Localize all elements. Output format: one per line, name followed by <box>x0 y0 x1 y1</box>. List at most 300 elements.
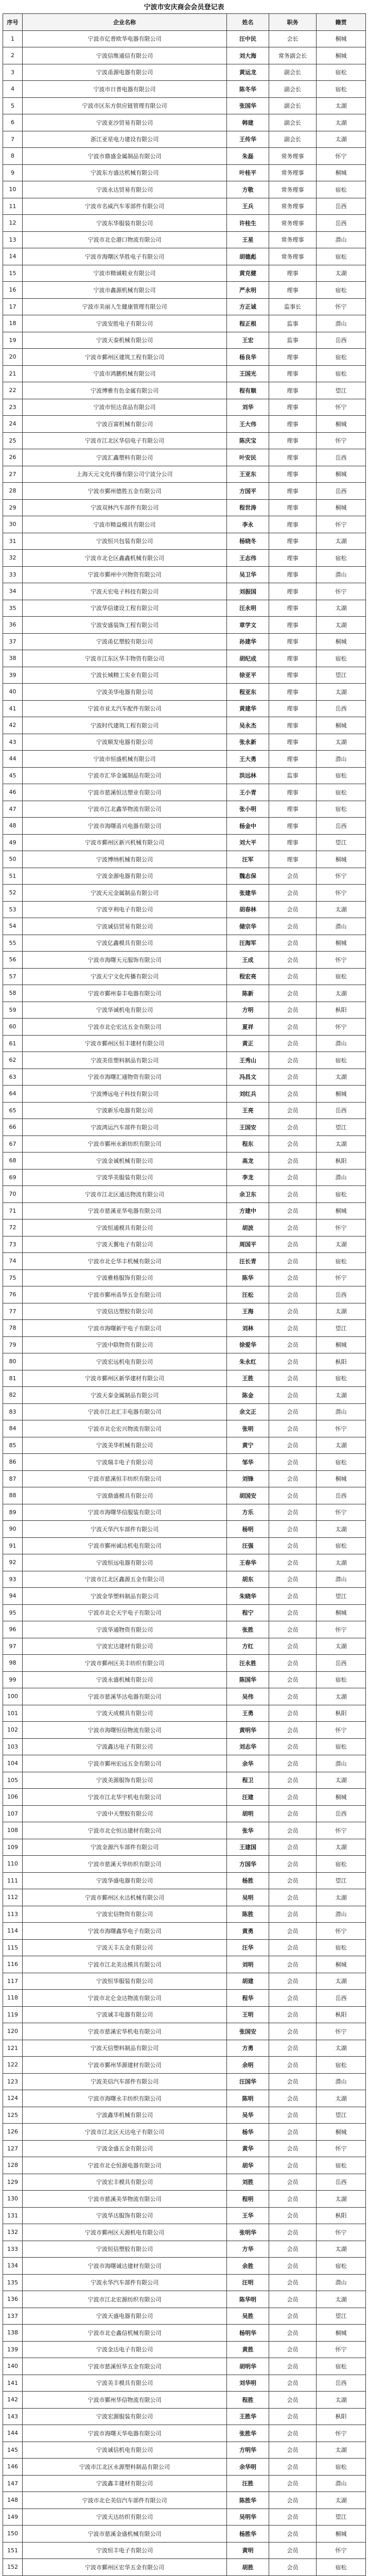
company-name: 宁波鼎盛模具有限公司 <box>23 1487 227 1504</box>
member-origin: 宿松 <box>317 1052 366 1069</box>
table-row <box>3 1705 366 1722</box>
member-role: 理事 <box>269 633 317 650</box>
row-index: 114 <box>3 1923 23 1940</box>
table-row <box>3 2358 366 2375</box>
member-role: 理事 <box>269 717 317 734</box>
member-role: 会员 <box>269 2174 317 2191</box>
table-row <box>3 2124 366 2141</box>
table-row <box>3 901 366 918</box>
member-name: 黄建华 <box>227 700 269 717</box>
company-name: 宁波中天塑胶有限公司 <box>23 1805 227 1822</box>
row-index: 100 <box>3 1688 23 1705</box>
member-origin: 宿松 <box>317 784 366 801</box>
member-origin: 太湖 <box>317 684 366 701</box>
column-header: 姓名 <box>227 14 269 31</box>
member-role: 会员 <box>269 2291 317 2308</box>
member-role: 会员 <box>269 1420 317 1437</box>
table-row <box>3 2241 366 2258</box>
row-index: 93 <box>3 1571 23 1588</box>
company-name: 宁波市精诚鞋业有限公司 <box>23 265 227 282</box>
company-name: 上海天元文化传播有限公司宁波分公司 <box>23 466 227 483</box>
member-name: 方勇 <box>227 2040 269 2057</box>
row-index: 97 <box>3 1638 23 1655</box>
company-name: 宁波市江北美达模具有限公司 <box>23 1956 227 1973</box>
row-index: 24 <box>3 416 23 433</box>
member-role: 会长 <box>269 30 317 47</box>
company-name: 宁波市鄞州区天源机电有限公司 <box>23 2224 227 2241</box>
table-row <box>3 298 366 315</box>
member-origin: 怀宁 <box>317 1019 366 1036</box>
member-origin: 潜山 <box>317 918 366 935</box>
member-origin: 望江 <box>317 2308 366 2325</box>
row-index: 3 <box>3 64 23 81</box>
member-origin: 潜山 <box>317 1035 366 1052</box>
member-origin: 宿松 <box>317 1454 366 1471</box>
table-row <box>3 2492 366 2509</box>
member-role: 常务副会长 <box>269 47 317 64</box>
company-name: 宁波华信建设工程有限公司 <box>23 600 227 617</box>
member-name: 方华 <box>227 2241 269 2258</box>
company-name: 宁波宏丰模具有限公司 <box>23 2174 227 2191</box>
company-name: 宁波美信汽车部件有限公司 <box>23 2073 227 2090</box>
row-index: 61 <box>3 1035 23 1052</box>
row-index: 150 <box>3 2526 23 2543</box>
member-role: 会员 <box>269 1320 317 1337</box>
company-name: 宁波天宁文化传播有限公司 <box>23 968 227 985</box>
row-index: 40 <box>3 684 23 701</box>
member-name: 汪中民 <box>227 30 269 47</box>
company-name: 宁波恒丰电子有限公司 <box>23 2542 227 2559</box>
row-index: 110 <box>3 1856 23 1873</box>
table-row <box>3 215 366 232</box>
member-origin: 岳西 <box>317 2375 366 2392</box>
member-name: 王秀山 <box>227 1052 269 1069</box>
member-name: 胡东 <box>227 1571 269 1588</box>
company-name: 宁波市海曙甬兴电器有限公司 <box>23 818 227 835</box>
company-name: 宁波百富机械有限公司 <box>23 416 227 433</box>
member-origin: 潜山 <box>317 1906 366 1923</box>
row-index: 82 <box>3 1387 23 1404</box>
row-index: 120 <box>3 2023 23 2040</box>
company-name: 宁波金源汽车部件有限公司 <box>23 1839 227 1856</box>
row-index: 79 <box>3 1336 23 1353</box>
company-name: 宁波天泰金属制品有限公司 <box>23 1387 227 1404</box>
company-name: 宁波市北仑美信汽车部件有限公司 <box>23 2492 227 2509</box>
company-name: 宁波市江北区通达物流有限公司 <box>23 1186 227 1203</box>
member-role: 会员 <box>269 1035 317 1052</box>
member-role: 会员 <box>269 1738 317 1755</box>
member-name: 张胜 <box>227 1621 269 1638</box>
member-origin: 宿松 <box>317 1856 366 1873</box>
row-index: 80 <box>3 1353 23 1370</box>
member-role: 会员 <box>269 2191 317 2208</box>
company-name: 宁波市慈溪亚华电器有限公司 <box>23 1202 227 1219</box>
table-row <box>3 700 366 717</box>
company-name: 宁波恒通模具有限公司 <box>23 1219 227 1236</box>
member-origin: 桐城 <box>317 164 366 181</box>
member-origin: 桐城 <box>317 2526 366 2543</box>
row-index: 39 <box>3 667 23 684</box>
member-name: 黄明华 <box>227 1722 269 1739</box>
member-origin: 宿松 <box>317 801 366 818</box>
member-origin: 怀宁 <box>317 2023 366 2040</box>
table-row <box>3 2157 366 2174</box>
row-index: 125 <box>3 2107 23 2124</box>
member-role: 理事 <box>269 650 317 667</box>
member-origin: 宿松 <box>317 1370 366 1387</box>
member-name: 张华 <box>227 1822 269 1839</box>
member-origin: 宿松 <box>317 2057 366 2074</box>
table-row <box>3 1973 366 1990</box>
table-row <box>3 416 366 433</box>
table-row <box>3 1872 366 1889</box>
company-name: 宁波天丰五金有限公司 <box>23 1939 227 1956</box>
member-origin: 宿松 <box>317 1186 366 1203</box>
member-role: 会员 <box>269 1655 317 1672</box>
member-origin: 桐城 <box>317 1604 366 1621</box>
member-role: 理事 <box>269 282 317 299</box>
member-table <box>3 13 366 2576</box>
row-index: 15 <box>3 265 23 282</box>
row-index: 78 <box>3 1320 23 1337</box>
member-name: 张胜华 <box>227 2425 269 2442</box>
company-name: 宁波市鄞州诚达机电有限公司 <box>23 1537 227 1554</box>
member-role: 理事 <box>269 600 317 617</box>
member-name: 方乐 <box>227 1504 269 1521</box>
member-origin: 桐城 <box>317 416 366 433</box>
member-role: 会员 <box>269 2526 317 2543</box>
member-role: 会员 <box>269 2375 317 2392</box>
member-role: 会员 <box>269 1722 317 1739</box>
table-row <box>3 1102 366 1119</box>
member-name: 杨胜 <box>227 1872 269 1889</box>
row-index: 4 <box>3 81 23 98</box>
company-name: 宁波华诚机电有限公司 <box>23 1002 227 1019</box>
row-index: 139 <box>3 2341 23 2358</box>
member-name: 邹华 <box>227 1454 269 1471</box>
member-role: 会员 <box>269 1219 317 1236</box>
member-name: 王宏 <box>227 332 269 349</box>
row-index: 32 <box>3 550 23 567</box>
member-name: 程东 <box>227 1136 269 1153</box>
member-role: 会员 <box>269 2090 317 2107</box>
table-row <box>3 734 366 751</box>
member-origin: 桐城 <box>317 2325 366 2342</box>
table-row <box>3 2073 366 2090</box>
member-role: 会员 <box>269 1521 317 1538</box>
row-index: 127 <box>3 2140 23 2157</box>
row-index: 49 <box>3 834 23 851</box>
company-name: 宁波东方盛达机械有限公司 <box>23 164 227 181</box>
member-name: 王华 <box>227 2207 269 2224</box>
table-row <box>3 81 366 98</box>
row-index: 129 <box>3 2174 23 2191</box>
member-name: 王大伟 <box>227 416 269 433</box>
member-name: 程有顺 <box>227 382 269 399</box>
company-name: 宁波美源服饰有限公司 <box>23 1772 227 1789</box>
table-row <box>3 1336 366 1353</box>
table-row <box>3 1069 366 1086</box>
member-role: 会员 <box>269 1889 317 1906</box>
table-row <box>3 1722 366 1739</box>
company-name: 宁波市汇华金属制品有限公司 <box>23 767 227 784</box>
member-role: 会员 <box>269 1604 317 1621</box>
member-origin: 宿松 <box>317 550 366 567</box>
member-name: 吴卫华 <box>227 566 269 583</box>
table-row <box>3 1002 366 1019</box>
row-index: 57 <box>3 968 23 985</box>
company-name: 宁波市名威汽车零部件有限公司 <box>23 198 227 215</box>
member-role: 会员 <box>269 1086 317 1103</box>
member-role: 常务理事 <box>269 198 317 215</box>
company-name: 宁波美佳塑料制品有限公司 <box>23 1052 227 1069</box>
member-origin: 太湖 <box>317 1521 366 1538</box>
table-row <box>3 1454 366 1471</box>
company-name: 宁波永达贸易有限公司 <box>23 181 227 198</box>
member-name: 汪永明 <box>227 600 269 617</box>
member-origin: 怀宁 <box>317 399 366 416</box>
member-name: 张建华 <box>227 885 269 902</box>
member-name: 胡国安 <box>227 1487 269 1504</box>
member-origin: 怀宁 <box>317 2224 366 2241</box>
company-name: 宁波市鄞州区新华建材有限公司 <box>23 1370 227 1387</box>
member-role: 会员 <box>269 1755 317 1772</box>
member-role: 会员 <box>269 2258 317 2275</box>
member-role: 理事 <box>269 667 317 684</box>
table-row <box>3 365 366 382</box>
table-row <box>3 583 366 600</box>
company-name: 宁波市北仑鑫信机械有限公司 <box>23 2325 227 2342</box>
member-origin: 宿松 <box>317 2157 366 2174</box>
member-origin: 桐城 <box>317 1789 366 1806</box>
company-name: 宁波美丰模具有限公司 <box>23 2375 227 2392</box>
company-name: 宁波市北仑金达物流有限公司 <box>23 1990 227 2007</box>
table-row <box>3 97 366 114</box>
row-index: 71 <box>3 1202 23 1219</box>
member-name: 吴胜 <box>227 2308 269 2325</box>
table-row <box>3 2408 366 2425</box>
row-index: 116 <box>3 1956 23 1973</box>
company-name: 宁波市恒达食品有限公司 <box>23 399 227 416</box>
member-role: 理事 <box>269 834 317 851</box>
member-role: 常务理事 <box>269 231 317 248</box>
member-name: 刘明 <box>227 1956 269 1973</box>
row-index: 50 <box>3 851 23 868</box>
member-role: 会员 <box>269 1454 317 1471</box>
member-name: 高龙 <box>227 1153 269 1170</box>
company-name: 宁波市区东方供应链管理有限公司 <box>23 97 227 114</box>
member-rows <box>3 30 366 2576</box>
company-name: 宁波恒华服装有限公司 <box>23 1973 227 1990</box>
member-name: 陈庆宝 <box>227 432 269 449</box>
row-index: 145 <box>3 2442 23 2459</box>
table-row <box>3 2341 366 2358</box>
member-name: 程宏亮 <box>227 968 269 985</box>
table-row <box>3 851 366 868</box>
table-row <box>3 767 366 784</box>
table-row <box>3 2475 366 2492</box>
member-origin: 太湖 <box>317 1839 366 1856</box>
member-origin: 望江 <box>317 1119 366 1136</box>
table-row <box>3 466 366 483</box>
member-origin: 宿松 <box>317 282 366 299</box>
member-role: 会员 <box>269 1872 317 1889</box>
member-origin: 枞阳 <box>317 1705 366 1722</box>
member-origin: 岳西 <box>317 2174 366 2191</box>
member-origin: 宿松 <box>317 1939 366 1956</box>
table-row <box>3 650 366 667</box>
member-origin: 太湖 <box>317 617 366 634</box>
company-name: 宁波市精益模具有限公司 <box>23 516 227 533</box>
table-row <box>3 1956 366 1973</box>
company-name: 宁波市鄞州甬华五金有限公司 <box>23 1286 227 1303</box>
member-role: 会员 <box>269 1119 317 1136</box>
member-role: 会员 <box>269 2509 317 2526</box>
company-name: 宁波亿鑫模具有限公司 <box>23 935 227 952</box>
row-index: 140 <box>3 2358 23 2375</box>
company-name: 宁波金盛五金有限公司 <box>23 2140 227 2157</box>
member-origin: 潜山 <box>317 2073 366 2090</box>
member-role: 会员 <box>269 1437 317 1454</box>
member-role: 理事 <box>269 801 317 818</box>
company-name: 宁波华达服饰有限公司 <box>23 2207 227 2224</box>
member-role: 理事 <box>269 483 317 500</box>
member-role: 会员 <box>269 1805 317 1822</box>
company-name: 宁波市鄞州区美丰纺织有限公司 <box>23 1655 227 1672</box>
member-role: 会员 <box>269 2392 317 2409</box>
member-role: 会员 <box>269 1822 317 1839</box>
member-origin: 宿松 <box>317 2358 366 2375</box>
row-index: 60 <box>3 1019 23 1036</box>
member-name: 王成 <box>227 952 269 969</box>
member-origin: 潜山 <box>317 1169 366 1186</box>
company-name: 宁波诚丰电器有限公司 <box>23 2006 227 2023</box>
member-role: 会员 <box>269 2107 317 2124</box>
member-origin: 潜山 <box>317 315 366 332</box>
member-origin: 怀宁 <box>317 1621 366 1638</box>
company-name: 宁波市海曙华信服装有限公司 <box>23 1504 227 1521</box>
table-row <box>3 600 366 617</box>
member-origin: 望江 <box>317 667 366 684</box>
company-name: 宁波市鑫源机械有限公司 <box>23 282 227 299</box>
company-name: 宁波亨利电子有限公司 <box>23 901 227 918</box>
company-name: 宁波市海曙鑫华电子有限公司 <box>23 1923 227 1940</box>
member-role: 会员 <box>269 2241 317 2258</box>
table-row <box>3 2425 366 2442</box>
member-role: 监事 <box>269 767 317 784</box>
company-name: 宁波天翼电子有限公司 <box>23 1236 227 1253</box>
table-row <box>3 131 366 148</box>
row-index: 128 <box>3 2157 23 2174</box>
row-index: 107 <box>3 1805 23 1822</box>
member-role: 会员 <box>269 1789 317 1806</box>
member-name: 陈国华 <box>227 1671 269 1688</box>
table-row <box>3 231 366 248</box>
company-name: 宁波宏远机电有限公司 <box>23 1353 227 1370</box>
table-row <box>3 1269 366 1286</box>
row-index: 35 <box>3 600 23 617</box>
member-role: 会员 <box>269 1638 317 1655</box>
table-row <box>3 952 366 969</box>
member-origin: 望江 <box>317 2509 366 2526</box>
member-origin: 潜山 <box>317 1403 366 1420</box>
company-name: 宁波恒兴包装有限公司 <box>23 533 227 550</box>
company-name: 宁波市慈溪金盛机械有限公司 <box>23 2526 227 2543</box>
member-origin: 太湖 <box>317 1069 366 1086</box>
member-origin: 潜山 <box>317 2475 366 2492</box>
company-name: 宁波市江北宏源纺织有限公司 <box>23 2291 227 2308</box>
table-row <box>3 1387 366 1404</box>
member-role: 会员 <box>269 1102 317 1119</box>
table-row <box>3 164 366 181</box>
member-origin: 枞阳 <box>317 2207 366 2224</box>
table-row <box>3 1320 366 1337</box>
company-name: 宁波鸿运汽车部件有限公司 <box>23 1119 227 1136</box>
member-name: 王志伟 <box>227 550 269 567</box>
company-name: 宁波时代建筑工程有限公司 <box>23 717 227 734</box>
member-role: 监事 <box>269 315 317 332</box>
row-index: 87 <box>3 1470 23 1487</box>
table-row <box>3 1236 366 1253</box>
member-name: 汪明 <box>227 2274 269 2291</box>
table-row <box>3 30 366 47</box>
row-index: 68 <box>3 1153 23 1170</box>
member-name: 方红 <box>227 1638 269 1655</box>
member-name: 汪松 <box>227 1286 269 1303</box>
member-role: 会员 <box>269 2442 317 2459</box>
row-index: 111 <box>3 1872 23 1889</box>
company-name: 宁波天宏电子科技有限公司 <box>23 583 227 600</box>
company-name: 浙江亚星电力建设有限公司 <box>23 131 227 148</box>
company-name: 宁波市鄞州华信物流有限公司 <box>23 2392 227 2409</box>
member-role: 理事 <box>269 449 317 466</box>
company-name: 宁波市亿普欧华电器有限公司 <box>23 30 227 47</box>
row-index: 76 <box>3 1286 23 1303</box>
member-name: 方国平 <box>227 483 269 500</box>
member-name: 胡建 <box>227 1973 269 1990</box>
company-name: 宁波中联物资有限公司 <box>23 1336 227 1353</box>
row-index: 103 <box>3 1738 23 1755</box>
member-role: 监事长 <box>269 298 317 315</box>
row-index: 46 <box>3 784 23 801</box>
member-name: 吴伟 <box>227 1688 269 1705</box>
member-name: 陈冬华 <box>227 81 269 98</box>
member-role: 理事 <box>269 466 317 483</box>
row-index: 34 <box>3 583 23 600</box>
member-name: 余华 <box>227 1755 269 1772</box>
table-row <box>3 198 366 215</box>
table-row <box>3 1136 366 1153</box>
table-row <box>3 499 366 516</box>
row-index: 7 <box>3 131 23 148</box>
company-name: 宁波宏源服装有限公司 <box>23 2408 227 2425</box>
company-name: 宁波市鄞州中兴物资有限公司 <box>23 566 227 583</box>
member-name: 魏志保 <box>227 868 269 885</box>
row-index: 106 <box>3 1789 23 1806</box>
table-row <box>3 834 366 851</box>
row-index: 96 <box>3 1621 23 1638</box>
member-origin: 潜山 <box>317 751 366 768</box>
row-index: 81 <box>3 1370 23 1387</box>
table-row <box>3 2308 366 2325</box>
member-role: 会员 <box>269 1772 317 1789</box>
row-index: 119 <box>3 2006 23 2023</box>
member-origin: 桐城 <box>317 47 366 64</box>
member-role: 会员 <box>269 1336 317 1353</box>
company-name: 宁波东华服装有限公司 <box>23 215 227 232</box>
row-index: 126 <box>3 2124 23 2141</box>
member-role: 会员 <box>269 1153 317 1170</box>
